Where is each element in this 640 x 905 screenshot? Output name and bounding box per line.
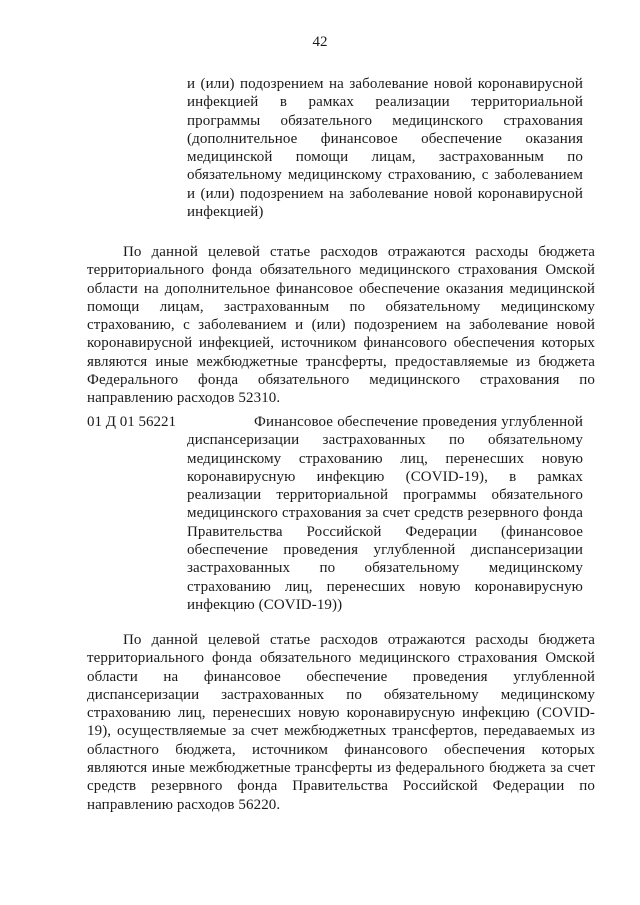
target-article-title: Финансовое обеспечение проведения углубленной диспансеризации застрахованных по обязательному медицинскому страхованию лиц, перенесших новую коронавирусную инфекцию (COVID-19), в рамках реализации территориальной программы обязательного медицинского страхования за счет средств резервного фонда Правительства Российской Федерации (финансовое обеспечение проведения углубленной диспансеризации застрахованных по обязательному медицинскому страхованию лиц, перенесших новую коронавирусную инфекцию (COVID-19))	[187, 414, 583, 613]
continuation-paragraph: и (или) подозрением на заболевание новой коронавирусной инфекцией в рамках реализации территориальной программы обязательного медицинского страхования (дополнительное финансовое обеспечение оказания медицинской помощи лицам, застрахованным по обязательному медицинскому страхованию, с заболеванием и (или) подозрением на заболевание новой коронавирусной инфекцией)	[187, 76, 583, 221]
target-article-code: 01 Д 01 56221	[87, 414, 176, 430]
explanation-paragraph-56220: По данной целевой статье расходов отражаются расходы бюджета территориального фонда обязательного медицинского страхования Омской области на финансовое обеспечение проведения углубленной диспансеризации застрахованных по обязательному медицинскому страхованию лиц, перенесших новую коронавирусную инфекцию (COVID-19), осуществляемые за счет межбюджетных трансфертов, передаваемых из областного бюджета, источником финансового обеспечения которых являются иные межбюджетные трансферты из федерального бюджета за счет средств резервного фонда Правительства Российской Федерации по направлению расходов 56220.	[87, 632, 595, 813]
page-number: 42	[312, 34, 328, 50]
explanation-paragraph-52310: По данной целевой статье расходов отражаются расходы бюджета территориального фонда обязательного медицинского страхования Омской области на дополнительное финансовое обеспечение оказания медицинской помощи лицам, застрахованным по обязательному медицинскому страхованию, с заболеванием и (или) подозрением на заболевание новой коронавирусной инфекцией, источником финансового обеспечения которых являются иные межбюджетные трансферты, предоставляемые из бюджета Федерального фонда обязательного медицинского страхования по направлению расходов 52310.	[87, 244, 595, 407]
